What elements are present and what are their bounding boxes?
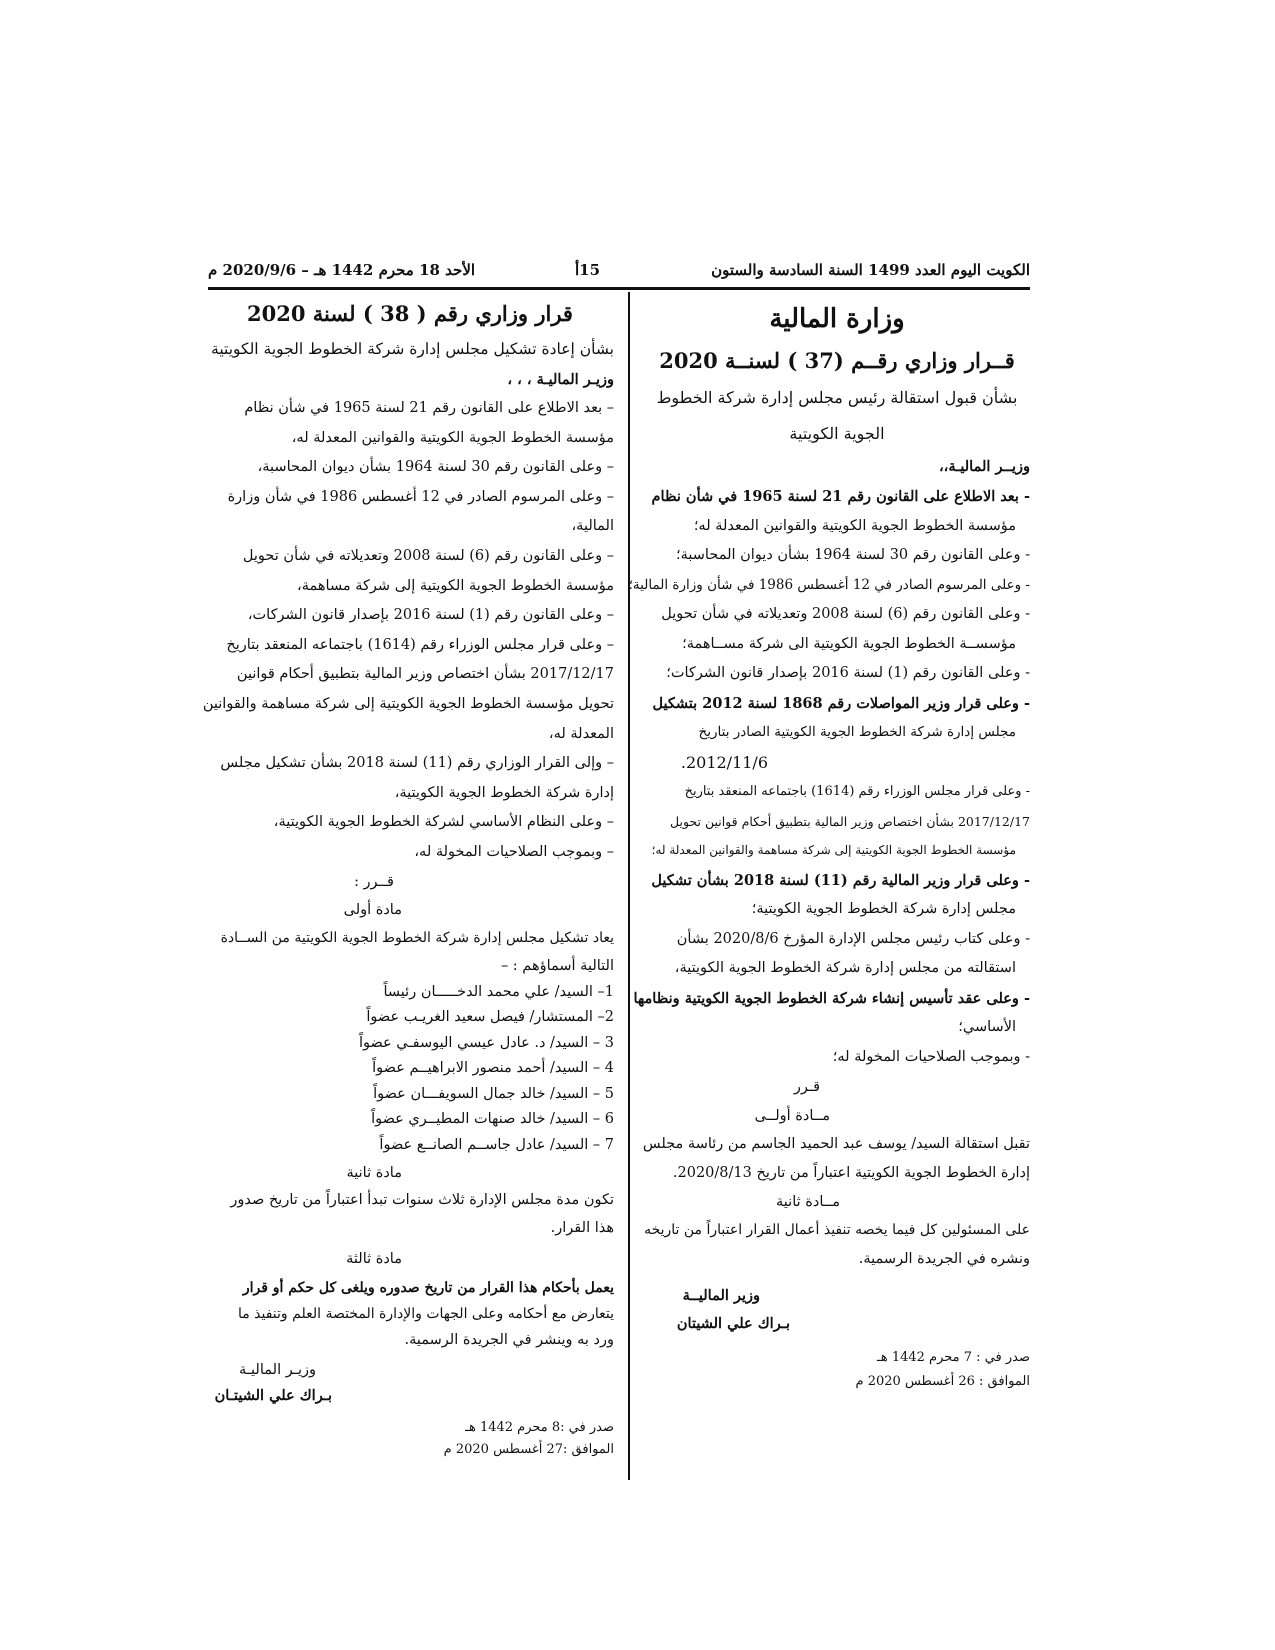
preamble-line: 2012/11/6. [680,752,768,772]
gregorian-date: الموافق :27 أغسطس 2020 م [443,1441,614,1457]
article-3-line: يتعارض مع أحكامه وعلى الجهات والإدارة المختصة العلم وتنفيذ ما [237,1305,614,1322]
article-3-line: ورد به وينشر في الجريدة الرسمية. [404,1331,614,1348]
preamble-line: – وإلى القرار الوزاري رقم (11) لسنة 2018 بشأن تشكيل مجلس [220,755,614,772]
preamble-line: - وعلى القانون رقم 30 لسنة 1964 بشأن ديوان المحاسبة؛ [676,547,1030,563]
decree-38-title: قرار وزاري رقم ( 38 ) لسنة 2020 [247,301,573,326]
preamble-line: - وعلى المرسوم الصادر في 12 أغسطس 1986 في شأن وزارة المالية؛ [628,576,1030,593]
gregorian-date: الموافق : 26 أغسطس 2020 م [855,1374,1030,1389]
preamble-line: مجلس إدارة شركة الخطوط الجوية الكويتية؛ [751,901,1016,917]
article-1-title: مادة أولى [343,901,402,918]
preamble-line: – وعلى القانون رقم (6) لسنة 2008 وتعديلاته في شأن تحويل [242,547,614,564]
article-2-title: مادة ثانية [346,1164,402,1181]
decided-heading: قـرر [793,1079,820,1095]
article-2-line: ونشره في الجريدة الرسمية. [858,1251,1030,1267]
article-1-line: إدارة الخطوط الجوية الكويتية اعتباراً من تاريخ 2020/8/13. [672,1165,1030,1181]
preamble-line: - وعلى قرار وزير المالية رقم (11) لسنة 2018 بشأن تشكيل [651,871,1030,889]
preamble-line: - وعلى كتاب رئيس مجلس الإدارة المؤرخ 2020/8/6 بشأن [676,930,1030,947]
article-1-line: يعاد تشكيل مجلس إدارة شركة الخطوط الجوية الكويتية من الســادة [220,929,614,946]
preamble-line: مؤسسة الخطوط الجوية الكويتية إلى شركة مساهمة، [297,577,614,594]
board-member: 2– المستشار/ فيصل سعيد الغريـب عضواً [366,1009,614,1026]
article-3-line: يعمل بأحكام هذا القرار من تاريخ صدوره ويلغى كل حكم أو قرار [242,1279,614,1296]
minister-intro: وزيــر الماليـة،، [938,458,1030,475]
preamble-line: – وعلى القانون رقم (1) لسنة 2016 بإصدار قانون الشركات، [247,607,614,624]
article-3-title: مادة ثالثة [346,1250,402,1267]
preamble-line: - وعلى عقد تأسيس إنشاء شركة الخطوط الجوية الكويتية ونظامها [633,989,1030,1007]
preamble-line: – وعلى القانون رقم 30 لسنة 1964 بشأن ديوان المحاسبة، [257,459,614,476]
decree-37-subject-line: الجوية الكويتية [789,424,885,443]
preamble-line: مؤسسة الخطوط الجوية الكويتية والقوانين المعدلة له، [291,429,614,446]
board-member: 6 – السيد/ خالد صنهات المطيــري عضواً [371,1111,614,1128]
board-member: 1– السيد/ علي محمد الدخـــــان رئيساً [383,983,614,1000]
minister-intro: وزيـر الماليـة ، ، ، [507,371,614,388]
preamble-line: المالية، [571,518,614,535]
preamble-line: – بعد الاطلاع على القانون رقم 21 لسنة 1965 في شأن نظام [244,400,614,416]
board-members-list [206,980,614,1159]
page-header [208,253,1030,290]
board-member: 3 – السيد/ د. عادل عيسي اليوسفـي عضواً [358,1034,614,1051]
preamble-line: - وعلى القانون رقم (6) لسنة 2008 وتعديلاته في شأن تحويل [661,606,1030,622]
preamble-line: - بعد الاطلاع على القانون رقم 21 لسنة 1965 في شأن نظام [651,488,1030,505]
preamble-line: الأساسي؛ [958,1019,1016,1035]
preamble-line: - وعلى قرار مجلس الوزراء رقم (1614) باجتماعه المنعقد بتاريخ [684,784,1030,799]
preamble-line: 2017/12/17 بشأن اختصاص وزير المالية بتطبيق أحكام قوانين [236,666,614,683]
preamble-line: 2017/12/17 بشأن اختصاص وزير المالية بتطبيق أحكام قوانين تحويل [670,813,1030,829]
decree-37-subject-line: بشأن قبول استقالة رئيس مجلس إدارة شركة الخطوط [656,388,1018,407]
preamble-line: المعدلة له، [548,725,614,742]
preamble-line: استقالته من مجلس إدارة شركة الخطوط الجوية الكويتية، [674,960,1016,976]
ministry-title: وزارة المالية [769,304,905,334]
preamble-line: تحويل مؤسسة الخطوط الجوية الكويتية إلى شركة مساهمة والقوانين [202,695,614,712]
preamble-line: - وعلى القانون رقم (1) لسنة 2016 بإصدار قانون الشركات؛ [666,665,1030,681]
signature-name: بـراك علي الشيتان [676,1315,790,1332]
signature-title: وزير الماليــة [682,1287,760,1304]
signature-title: وزيـر الماليـة [239,1361,316,1378]
board-member: 5 – السيد/ خالد جمال السويفـــان عضواً [373,1085,614,1102]
article-1-title: مــادة أولــى [754,1108,830,1124]
gazette-issue-label: الكويت اليوم العدد 1499 السنة السادسة والستون [711,261,1030,279]
issue-date: صدر في : 7 محرم 1442 هـ [877,1350,1030,1365]
decree-38-column [202,296,614,1461]
preamble-line: – وعلى قرار مجلس الوزراء رقم (1614) باجتماعه المنعقد بتاريخ [226,636,614,653]
preamble-line: - وبموجب الصلاحيات المخولة له؛ [832,1048,1030,1065]
preamble-line: إدارة شركة الخطوط الجوية الكويتية، [394,784,614,801]
preamble-line: – وعلى النظام الأساسي لشركة الخطوط الجوية الكويتية، [273,814,614,831]
decree-38-preamble [202,394,614,868]
article-2-line: تكون مدة مجلس الإدارة ثلاث سنوات تبدأ اعتباراً من تاريخ صدور [230,1191,614,1208]
gazette-date-label: الأحد 18 محرم 1442 هـ – 2020/9/6 م [208,261,476,279]
page-number: 15أ [575,261,601,279]
preamble-line: مؤسسة الخطوط الجوية الكويتية والقوانين المعدلة له؛ [693,517,1016,534]
preamble-line: مؤسســة الخطوط الجوية الكويتية الى شركة مســاهمة؛ [682,635,1016,652]
decree-38-subject: بشأن إعادة تشكيل مجلس إدارة شركة الخطوط الجوية الكويتية [211,340,614,358]
article-2-title: مــادة ثانية [776,1194,840,1210]
board-member: 7 – السيد/ عادل جاســم الصانــع عضواً [379,1137,614,1154]
preamble-line: مجلس إدارة شركة الخطوط الجوية الكويتية الصادر بتاريخ [698,724,1016,740]
column-divider [628,292,630,1480]
board-member: 4 – السيد/ أحمد منصور الابراهيــم عضواً [372,1060,614,1077]
preamble-line: – وعلى المرسوم الصادر في 12 أغسطس 1986 في شأن وزارة [227,488,614,505]
decree-37-column [628,296,1030,1394]
article-2-line: هذا القرار. [550,1219,614,1236]
decree-37-title: قــرار وزاري رقــم (37 ) لسنــة 2020 [659,348,1015,373]
issue-date: صدر في :8 محرم 1442 هـ [465,1419,614,1435]
article-1-line: التالية أسماؤهم : – [500,957,614,974]
preamble-line: مؤسسة الخطوط الجوية الكويتية إلى شركة مساهمة والقوانين المعدلة له؛ [651,843,1016,857]
article-1-line: تقبل استقالة السيد/ يوسف عبد الحميد الجاسم من رئاسة مجلس [642,1136,1030,1152]
decree-37-preamble [628,482,1030,1072]
decided-heading: قــرر : [354,873,394,890]
signature-name: بـراك علي الشيتـان [214,1386,332,1404]
article-2-line: على المسئولين كل فيما يخصه تنفيذ أعمال القرار اعتباراً من تاريخه [644,1222,1030,1238]
preamble-line: – وبموجب الصلاحيات المخولة له، [414,843,614,860]
preamble-line: - وعلى قرار وزير المواصلات رقم 1868 لسنة 2012 بتشكيل [652,694,1030,712]
